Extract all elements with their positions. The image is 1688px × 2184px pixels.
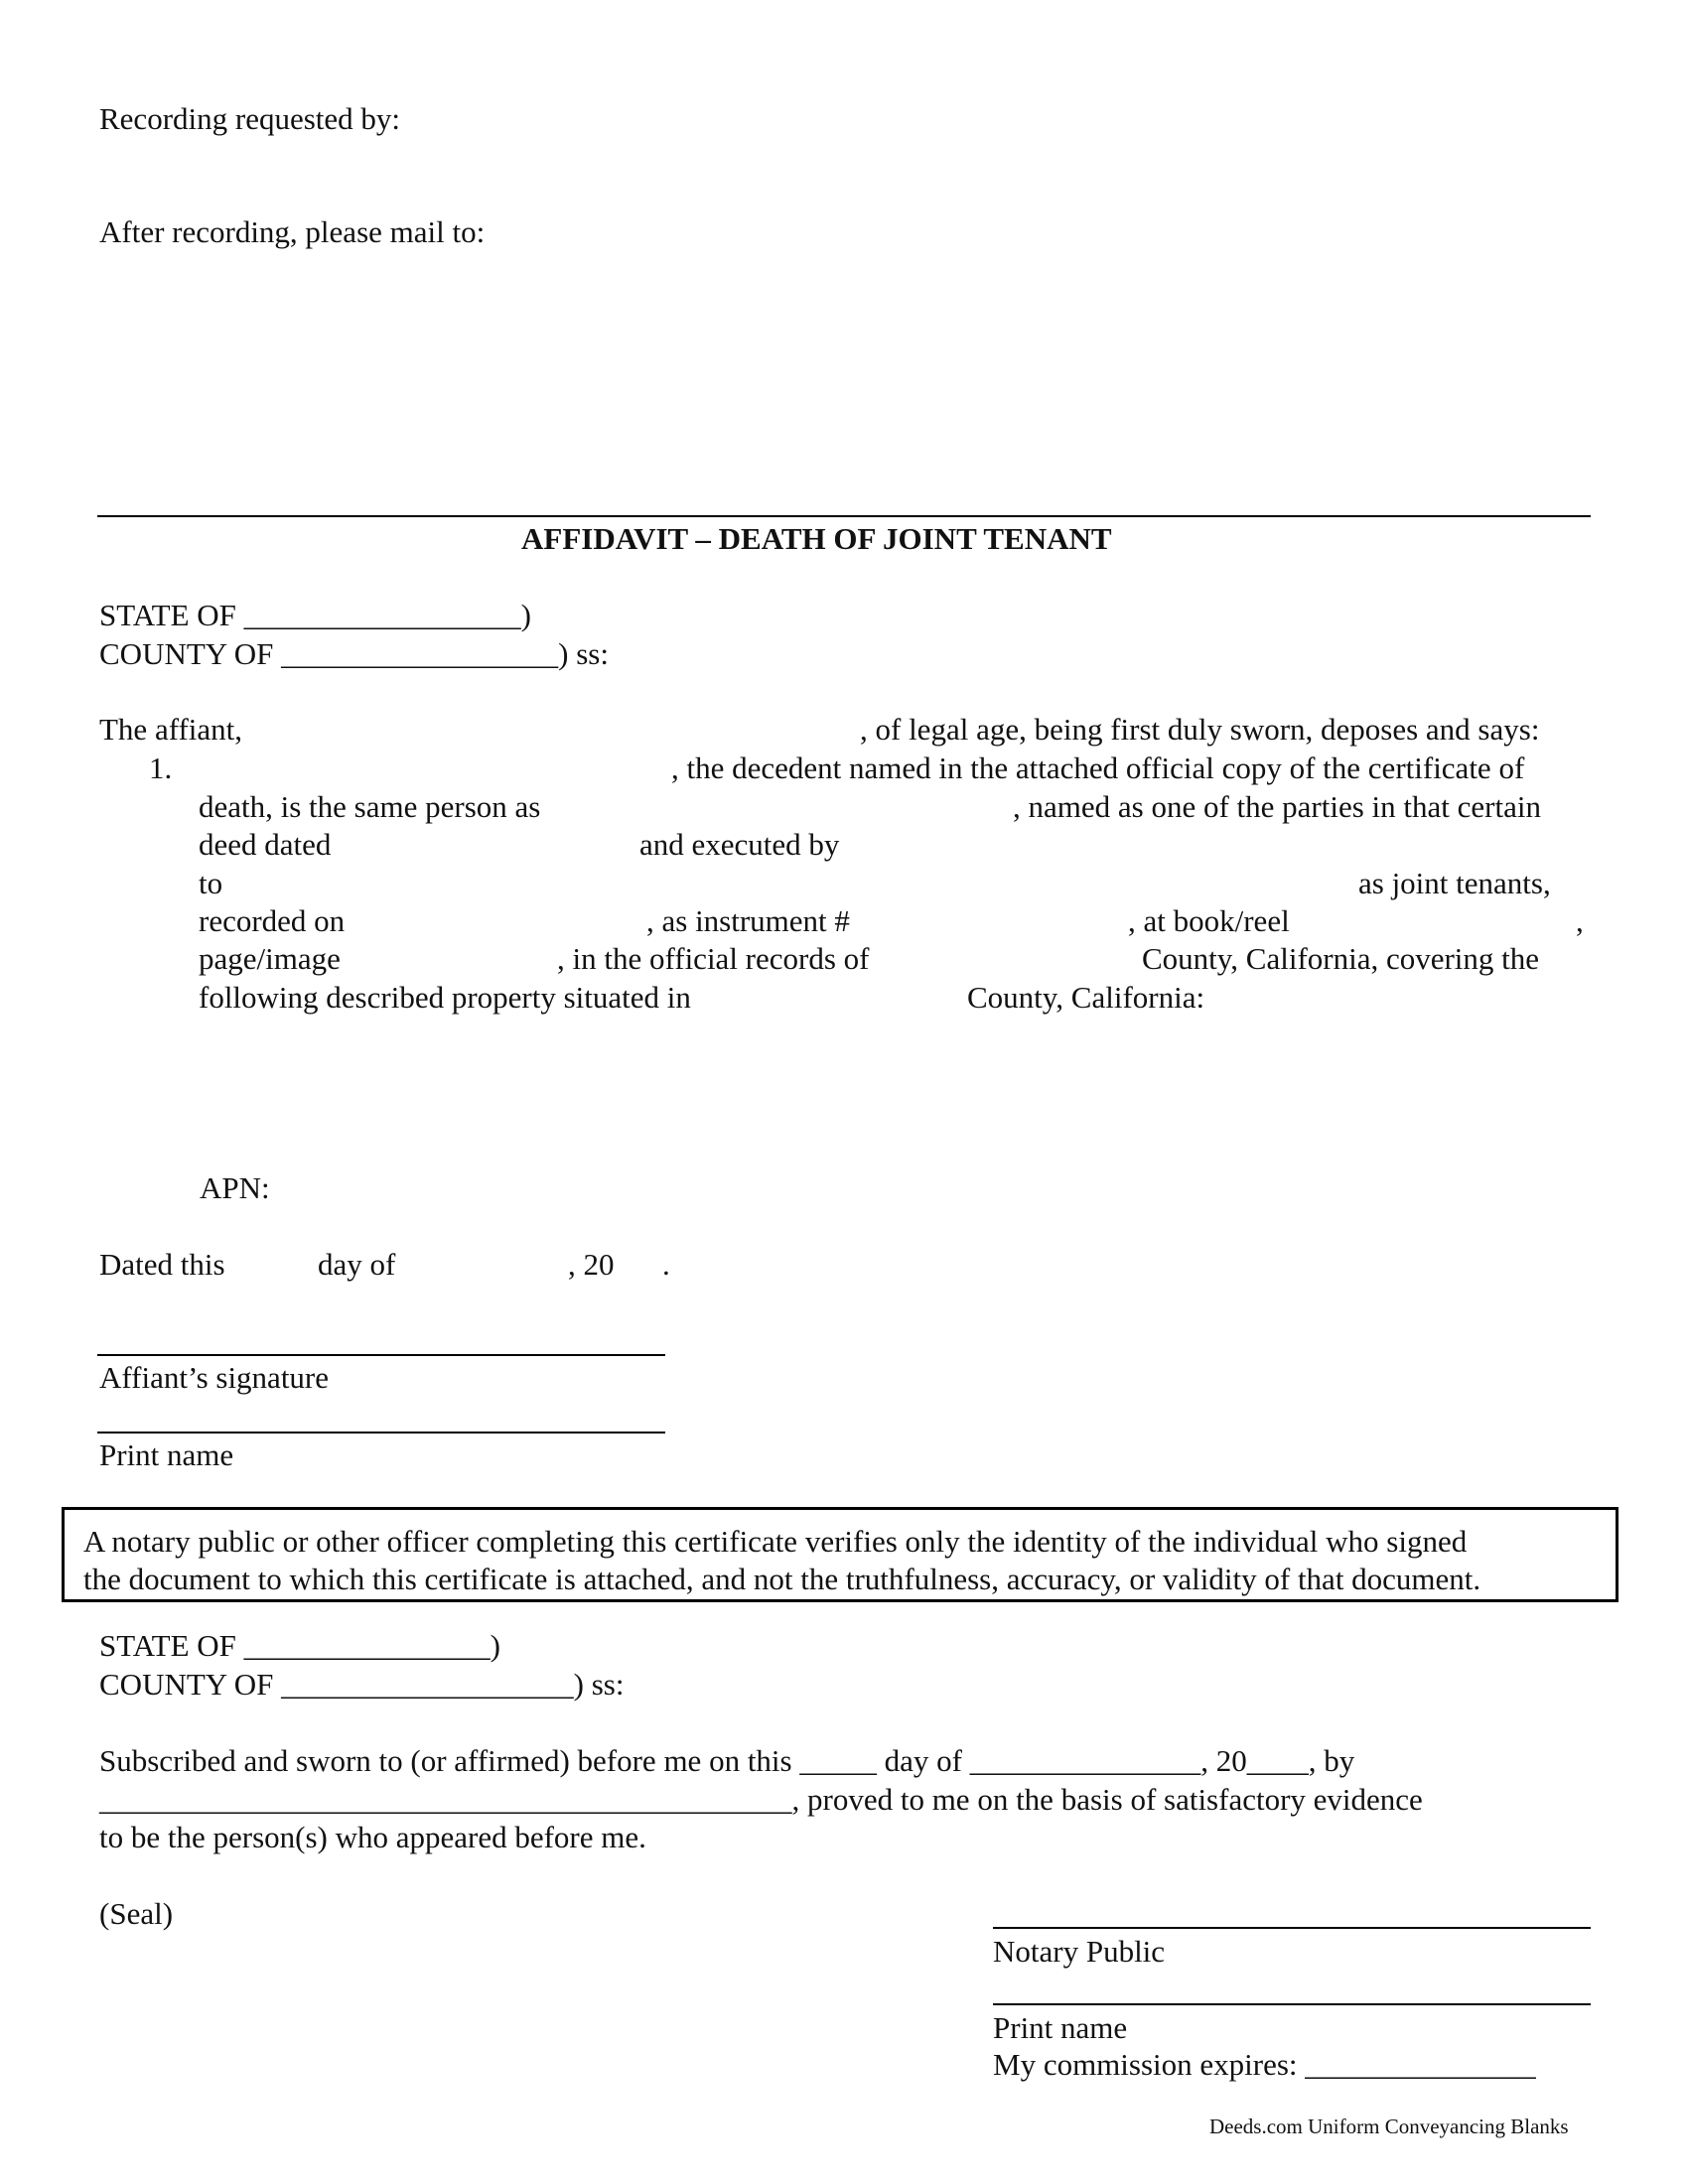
day-of: day of (318, 1247, 396, 1282)
item-number: 1. (149, 751, 173, 785)
dated-this: Dated this (99, 1247, 225, 1282)
notary-signature-line (993, 1927, 1591, 1929)
affiant-signature-label: Affiant’s signature (99, 1360, 330, 1395)
page-title: AFFIDAVIT – DEATH OF JOINT TENANT (521, 521, 1112, 556)
after-recording-label: After recording, please mail to: (99, 214, 486, 249)
deed-dated: deed dated (199, 827, 332, 862)
as-instrument: , as instrument # (646, 903, 850, 938)
at-book-reel: , at book/reel (1128, 903, 1290, 938)
dated-period: . (662, 1247, 670, 1282)
year-prefix: , 20 (568, 1247, 615, 1282)
executed-by: and executed by (639, 827, 840, 862)
affiant-signature-line (97, 1354, 665, 1356)
notary-state-of-line: STATE OF ________________) (99, 1628, 500, 1663)
notary-print-name-label: Print name (993, 2010, 1128, 2045)
to-label: to (199, 866, 223, 900)
county-california: County, California: (967, 980, 1205, 1015)
county-of-line: COUNTY OF __________________) ss: (99, 636, 609, 671)
jurat-line-2: _____________________________________________, proved to me on the basis of satisfactory evidence (99, 1782, 1423, 1817)
notary-public-label: Notary Public (993, 1934, 1166, 1969)
footer-credit: Deeds.com Uniform Conveyancing Blanks (1209, 2115, 1569, 2138)
trailing-comma: , (1576, 903, 1584, 938)
decedent-suffix: , the decedent named in the attached official copy of the certificate of (671, 751, 1525, 785)
notary-notice-line-1: A notary public or other officer completing this certificate verifies only the identity of the individual who signed (83, 1524, 1468, 1559)
recording-requested-by-label: Recording requested by: (99, 101, 401, 136)
notary-print-name-line (993, 2003, 1591, 2005)
print-name-label: Print name (99, 1437, 234, 1472)
title-divider (97, 515, 1591, 517)
print-name-line (97, 1432, 665, 1433)
death-same-person: death, is the same person as (199, 789, 541, 824)
named-as-party: , named as one of the parties in that certain (1013, 789, 1541, 824)
notary-county-of-line: COUNTY OF ___________________) ss: (99, 1667, 625, 1702)
commission-expires: My commission expires: _______________ (993, 2047, 1536, 2082)
page-image: page/image (199, 941, 341, 976)
jurat-line-1: Subscribed and sworn to (or affirmed) before me on this _____ day of _______________, 20____, by (99, 1743, 1355, 1778)
jurat-line-3: to be the person(s) who appeared before me. (99, 1820, 646, 1854)
recorded-on: recorded on (199, 903, 346, 938)
county-california-covering: County, California, covering the (1142, 941, 1540, 976)
seal-label: (Seal) (99, 1896, 174, 1931)
following-described: following described property situated in (199, 980, 691, 1015)
affiant-prefix: The affiant, (99, 712, 243, 747)
official-records: , in the official records of (557, 941, 870, 976)
notary-notice-line-2: the document to which this certificate is attached, and not the truthfulness, accuracy, or validity of that document. (83, 1562, 1481, 1596)
apn-label: APN: (200, 1170, 270, 1205)
as-joint-tenants: as joint tenants, (1358, 866, 1551, 900)
affiant-suffix: , of legal age, being first duly sworn, deposes and says: (860, 712, 1540, 747)
state-of-line: STATE OF __________________) (99, 598, 531, 632)
